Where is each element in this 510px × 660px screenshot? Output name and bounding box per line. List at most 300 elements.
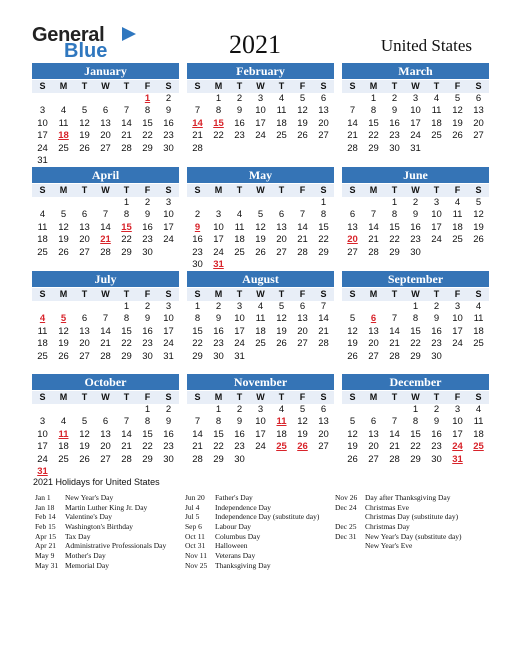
holiday-name: New Year's Eve	[365, 541, 413, 551]
month-january	[32, 63, 179, 167]
day-cell: 17	[163, 221, 174, 233]
day-cell: 12	[79, 117, 90, 129]
weekday-header	[32, 391, 179, 404]
weekday-label: S	[165, 81, 172, 91]
weekday-label: M	[369, 289, 378, 299]
day-cell: 6	[81, 313, 88, 325]
day-cell: 5	[81, 416, 88, 428]
day-cell: 8	[144, 416, 151, 428]
day-cell: 11	[58, 117, 69, 129]
day-cell: 16	[163, 428, 174, 440]
day-cell: 28	[121, 142, 132, 154]
day-cell: 12	[297, 416, 308, 428]
day-cell: 24	[163, 234, 174, 246]
weekday-label: T	[123, 185, 130, 195]
holiday-row	[335, 541, 462, 551]
day-cell: 14	[389, 325, 400, 337]
day-cell: 23	[213, 338, 224, 350]
weekday-label: T	[123, 81, 130, 91]
day-cell: 17	[452, 325, 463, 337]
day-grid	[32, 404, 179, 478]
day-cell: 28	[192, 142, 203, 154]
day-cell: 9	[391, 105, 398, 117]
holiday-date: Apr 21	[35, 541, 57, 551]
day-cell: 2	[144, 197, 151, 208]
day-cell: 26	[79, 142, 90, 154]
day-cell: 25	[58, 453, 69, 465]
day-cell: 22	[121, 234, 132, 246]
day-cell: 20	[368, 338, 379, 350]
day-cell: 6	[278, 209, 285, 221]
weekday-label: F	[454, 81, 461, 91]
weekday-label: S	[39, 289, 46, 299]
empty-cell	[95, 404, 116, 416]
month-february	[187, 63, 334, 155]
day-cell: 7	[299, 209, 306, 221]
day-cell: 8	[412, 313, 419, 325]
day-cell: 2	[433, 301, 440, 312]
weekday-label: T	[433, 289, 440, 299]
day-cell: 4	[278, 404, 285, 415]
day-cell: 8	[320, 209, 327, 221]
day-cell: 28	[121, 453, 132, 465]
weekday-label: S	[194, 392, 201, 402]
day-cell: 27	[276, 246, 287, 258]
empty-cell	[363, 301, 384, 313]
day-cell: 4	[433, 93, 440, 104]
empty-cell	[95, 301, 116, 313]
day-cell: 13	[100, 428, 111, 440]
day-cell: 26	[297, 441, 308, 453]
day-cell: 21	[121, 130, 132, 142]
day-cell: 25	[234, 246, 245, 258]
day-cell: 28	[100, 246, 111, 258]
day-cell: 30	[389, 142, 400, 154]
day-cell: 10	[452, 416, 463, 428]
day-cell: 3	[165, 197, 172, 208]
month-march	[342, 63, 489, 155]
day-cell: 18	[255, 325, 266, 337]
day-cell: 22	[410, 338, 421, 350]
day-cell: 17	[452, 428, 463, 440]
day-cell: 19	[297, 117, 308, 129]
day-cell: 17	[255, 428, 266, 440]
holiday-name: Christmas Day	[365, 522, 410, 532]
holiday-row	[35, 522, 166, 532]
day-cell: 24	[234, 338, 245, 350]
weekday-label: F	[144, 392, 151, 402]
day-cell: 15	[213, 117, 224, 129]
day-cell: 29	[142, 453, 153, 465]
holiday-row	[35, 551, 166, 561]
day-cell: 18	[234, 234, 245, 246]
holiday-row	[185, 561, 319, 571]
day-cell: 14	[100, 221, 111, 233]
day-cell: 29	[410, 453, 421, 465]
weekday-label: T	[391, 185, 398, 195]
holiday-row	[185, 522, 319, 532]
day-cell: 28	[389, 350, 400, 362]
day-cell: 15	[389, 221, 400, 233]
day-cell: 21	[389, 441, 400, 453]
holiday-row	[185, 541, 319, 551]
empty-cell	[229, 197, 250, 209]
empty-cell	[187, 404, 208, 416]
day-cell: 23	[410, 234, 421, 246]
holiday-date: Nov 11	[185, 551, 208, 561]
day-cell: 11	[37, 325, 48, 337]
day-cell: 10	[37, 117, 48, 129]
day-grid	[342, 93, 489, 155]
day-cell: 14	[121, 428, 132, 440]
empty-cell	[292, 197, 313, 209]
day-cell: 28	[100, 350, 111, 362]
day-cell: 16	[410, 221, 421, 233]
day-cell: 3	[39, 105, 46, 117]
day-cell: 12	[452, 105, 463, 117]
weekday-label: S	[475, 185, 482, 195]
day-cell: 28	[297, 246, 308, 258]
day-cell: 1	[320, 197, 327, 208]
holiday-date: Dec 24	[335, 502, 357, 512]
day-cell: 29	[121, 350, 132, 362]
day-cell: 27	[79, 350, 90, 362]
empty-cell	[187, 197, 208, 209]
day-cell: 5	[60, 313, 67, 325]
month-august	[187, 271, 334, 363]
day-cell: 8	[194, 313, 201, 325]
day-cell: 6	[299, 301, 306, 312]
day-grid	[32, 301, 179, 363]
holiday-date: Jul 5	[185, 512, 200, 522]
day-cell: 22	[213, 130, 224, 142]
holiday-row	[35, 541, 166, 551]
day-cell: 10	[452, 313, 463, 325]
weekday-label: F	[144, 289, 151, 299]
holiday-row	[185, 503, 319, 513]
day-cell: 19	[297, 428, 308, 440]
holiday-date: Feb 15	[35, 522, 56, 532]
day-cell: 2	[236, 93, 243, 104]
day-cell: 15	[410, 428, 421, 440]
day-cell: 11	[473, 313, 484, 325]
day-cell: 18	[58, 441, 69, 453]
day-cell: 20	[297, 325, 308, 337]
day-cell: 28	[192, 453, 203, 465]
empty-cell	[53, 404, 74, 416]
day-cell: 12	[347, 428, 358, 440]
weekday-label: S	[320, 81, 327, 91]
empty-cell	[342, 404, 363, 416]
weekday-label: T	[123, 392, 130, 402]
weekday-label: T	[81, 185, 88, 195]
day-cell: 20	[318, 428, 329, 440]
day-cell: 9	[236, 105, 243, 117]
holiday-date: Nov 26	[335, 493, 358, 502]
day-cell: 3	[412, 93, 419, 104]
holiday-name: Independence Day	[215, 502, 272, 512]
holiday-date: Feb 14	[35, 512, 56, 522]
day-cell: 1	[391, 197, 398, 208]
weekday-label: S	[194, 289, 201, 299]
weekday-label: M	[214, 185, 223, 195]
empty-cell	[342, 197, 363, 209]
day-cell: 26	[79, 453, 90, 465]
holiday-name: Labour Day	[215, 522, 252, 532]
holiday-name: Administrative Professionals Day	[65, 541, 167, 551]
day-cell: 22	[142, 130, 153, 142]
day-cell: 23	[431, 441, 442, 453]
day-cell: 2	[194, 209, 201, 221]
day-cell: 11	[431, 105, 442, 117]
day-cell: 16	[234, 428, 245, 440]
day-cell: 16	[142, 325, 153, 337]
day-cell: 7	[123, 416, 130, 428]
month-september	[342, 271, 489, 363]
month-title: January	[32, 63, 179, 79]
day-cell: 29	[410, 350, 421, 362]
empty-cell	[384, 404, 405, 416]
day-cell: 29	[318, 246, 329, 258]
day-cell: 28	[347, 142, 358, 154]
empty-cell	[32, 197, 53, 209]
day-cell: 24	[37, 453, 48, 465]
day-cell: 16	[234, 117, 245, 129]
day-grid	[187, 197, 334, 271]
day-grid	[342, 301, 489, 363]
day-cell: 6	[102, 416, 109, 428]
day-cell: 3	[257, 93, 264, 104]
day-cell: 2	[391, 93, 398, 104]
day-grid	[32, 197, 179, 259]
day-cell: 24	[410, 130, 421, 142]
holiday-name: New Year's Day	[65, 493, 114, 502]
day-cell: 8	[391, 209, 398, 221]
day-cell: 4	[257, 301, 264, 312]
day-cell: 14	[318, 313, 329, 325]
day-cell: 3	[454, 301, 461, 312]
day-cell: 25	[431, 130, 442, 142]
day-cell: 5	[454, 93, 461, 104]
day-cell: 17	[163, 325, 174, 337]
day-cell: 8	[123, 209, 130, 221]
day-cell: 10	[410, 105, 421, 117]
weekday-header	[187, 80, 334, 93]
weekday-label: F	[299, 81, 306, 91]
weekday-header	[32, 184, 179, 197]
weekday-label: S	[165, 289, 172, 299]
holiday-date: May 31	[35, 560, 59, 570]
day-cell: 15	[213, 428, 224, 440]
empty-cell	[208, 197, 229, 209]
day-cell: 5	[278, 301, 285, 312]
weekday-label: T	[278, 81, 285, 91]
day-cell: 1	[123, 197, 130, 208]
weekday-label: W	[101, 185, 110, 195]
day-cell: 25	[255, 338, 266, 350]
day-cell: 26	[473, 234, 484, 246]
day-cell: 10	[163, 209, 174, 221]
day-cell: 12	[58, 325, 69, 337]
holiday-row	[335, 493, 462, 503]
day-cell: 8	[412, 416, 419, 428]
day-cell: 24	[452, 441, 463, 453]
month-may	[187, 167, 334, 271]
weekday-label: F	[144, 81, 151, 91]
weekday-label: S	[39, 392, 46, 402]
holiday-date: Sep 6	[185, 522, 202, 532]
weekday-label: M	[59, 392, 68, 402]
holiday-row	[185, 512, 319, 522]
weekday-label: F	[454, 185, 461, 195]
holiday-date: Jan 18	[35, 502, 55, 512]
weekday-label: S	[475, 289, 482, 299]
holiday-row	[335, 532, 462, 542]
weekday-label: W	[256, 289, 265, 299]
day-cell: 19	[255, 234, 266, 246]
day-cell: 22	[142, 441, 153, 453]
month-title: June	[342, 167, 489, 183]
day-cell: 19	[276, 325, 287, 337]
day-cell: 16	[142, 221, 153, 233]
holiday-row	[335, 512, 462, 522]
empty-cell	[187, 93, 208, 105]
day-cell: 14	[347, 117, 358, 129]
day-cell: 5	[299, 404, 306, 415]
day-cell: 30	[163, 142, 174, 154]
day-cell: 9	[433, 416, 440, 428]
day-cell: 25	[473, 338, 484, 350]
day-cell: 27	[318, 130, 329, 142]
day-cell: 25	[276, 441, 287, 453]
holiday-name: Halloween	[215, 541, 248, 551]
weekday-label: M	[214, 392, 223, 402]
day-cell: 17	[255, 117, 266, 129]
weekday-label: S	[475, 392, 482, 402]
day-cell: 18	[473, 428, 484, 440]
weekday-label: F	[299, 289, 306, 299]
weekday-label: F	[454, 392, 461, 402]
day-cell: 9	[433, 313, 440, 325]
day-cell: 20	[276, 234, 287, 246]
day-cell: 17	[234, 325, 245, 337]
weekday-label: W	[256, 392, 265, 402]
holiday-row	[35, 561, 166, 571]
empty-cell	[53, 197, 74, 209]
day-cell: 5	[475, 197, 482, 208]
empty-cell	[271, 197, 292, 209]
day-cell: 17	[37, 130, 48, 142]
weekday-label: M	[59, 81, 68, 91]
day-cell: 29	[192, 350, 203, 362]
day-cell: 9	[236, 416, 243, 428]
holiday-name: Tax Day	[65, 531, 91, 541]
day-cell: 29	[213, 453, 224, 465]
day-cell: 28	[389, 453, 400, 465]
holiday-column	[35, 493, 166, 571]
day-cell: 13	[276, 221, 287, 233]
day-cell: 14	[121, 117, 132, 129]
weekday-label: M	[369, 392, 378, 402]
day-cell: 3	[165, 301, 172, 312]
day-cell: 24	[37, 142, 48, 154]
day-cell: 10	[163, 313, 174, 325]
day-cell: 30	[213, 350, 224, 362]
day-cell: 18	[58, 130, 69, 142]
day-cell: 30	[142, 350, 153, 362]
weekday-label: W	[101, 289, 110, 299]
day-cell: 17	[213, 234, 224, 246]
holiday-row	[35, 512, 166, 522]
day-cell: 18	[431, 117, 442, 129]
holiday-date: Nov 25	[185, 560, 208, 570]
holiday-name: Memorial Day	[65, 560, 109, 570]
day-cell: 6	[370, 416, 377, 428]
day-cell: 7	[102, 313, 109, 325]
day-cell: 27	[100, 453, 111, 465]
month-october	[32, 374, 179, 478]
month-title: August	[187, 271, 334, 287]
weekday-header	[342, 80, 489, 93]
day-cell: 20	[79, 338, 90, 350]
day-cell: 1	[412, 404, 419, 415]
day-cell: 1	[370, 93, 377, 104]
day-cell: 19	[452, 117, 463, 129]
empty-cell	[95, 93, 116, 105]
weekday-label: T	[391, 392, 398, 402]
day-cell: 12	[58, 221, 69, 233]
weekday-label: M	[59, 185, 68, 195]
day-cell: 26	[58, 246, 69, 258]
month-title: October	[32, 374, 179, 390]
day-cell: 13	[297, 313, 308, 325]
holiday-name: New Year's Day (substitute day)	[365, 531, 462, 541]
holiday-name: Independence Day (substitute day)	[215, 512, 320, 522]
day-grid	[32, 93, 179, 167]
weekday-label: W	[411, 185, 420, 195]
weekday-header	[32, 80, 179, 93]
day-cell: 31	[452, 453, 463, 465]
day-cell: 23	[163, 441, 174, 453]
weekday-label: F	[299, 185, 306, 195]
day-cell: 23	[234, 130, 245, 142]
holiday-column	[185, 493, 319, 571]
day-cell: 31	[163, 350, 174, 362]
day-cell: 2	[215, 301, 222, 312]
day-cell: 4	[236, 209, 243, 221]
holiday-name: Father's Day	[215, 493, 253, 502]
day-cell: 22	[389, 234, 400, 246]
day-cell: 31	[410, 142, 421, 154]
day-cell: 21	[100, 338, 111, 350]
day-cell: 11	[452, 209, 463, 221]
day-cell: 28	[368, 246, 379, 258]
weekday-header	[187, 391, 334, 404]
day-cell: 5	[60, 209, 67, 221]
holiday-date: Oct 11	[185, 531, 205, 541]
day-cell: 27	[368, 453, 379, 465]
holiday-row	[185, 493, 319, 503]
month-title: September	[342, 271, 489, 287]
day-cell: 23	[142, 338, 153, 350]
weekday-label: T	[278, 289, 285, 299]
weekday-label: S	[349, 289, 356, 299]
day-cell: 27	[368, 350, 379, 362]
weekday-label: S	[349, 392, 356, 402]
weekday-label: F	[454, 289, 461, 299]
holiday-date: Dec 25	[335, 522, 357, 532]
day-cell: 12	[255, 221, 266, 233]
